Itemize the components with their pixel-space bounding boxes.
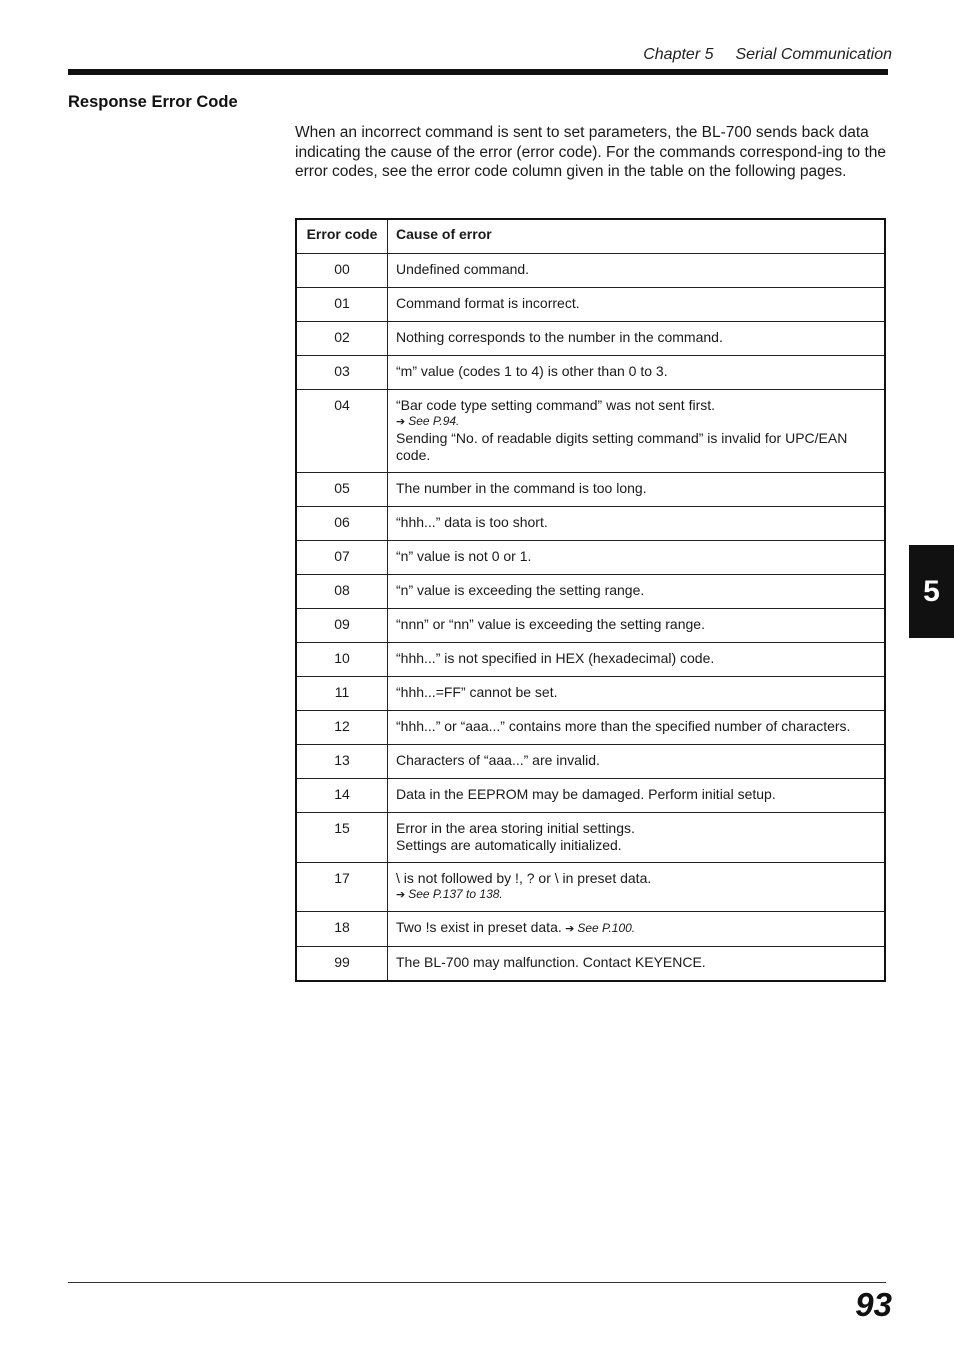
error-code-cell: 04 [296,390,388,473]
column-header-code: Error code [296,219,388,254]
cause-cell [388,779,886,813]
error-code-cell: 11 [296,677,388,711]
error-code-cell: 13 [296,745,388,779]
section-title: Response Error Code [68,93,238,111]
chapter-tab: 5 [909,545,954,638]
table-row [296,507,885,541]
cause-text-secondary: Sending “No. of readable digits setting command” is invalid for UPC/EAN code. [396,430,848,463]
table-row [296,677,885,711]
error-code-cell: 01 [296,288,388,322]
error-code-cell: 03 [296,356,388,390]
page-reference-text: See P.137 to 138. [408,887,503,901]
cause-text: Data in the EEPROM may be damaged. Perform initial setup. [396,786,776,802]
header-title: Serial Communication [735,46,892,63]
footer-rule [68,1282,886,1283]
table-row [296,863,885,912]
cause-cell [388,254,886,288]
page-reference [562,921,635,935]
error-code-cell: 15 [296,813,388,863]
cause-text: “hhh...” is not specified in HEX (hexadecimal) code. [396,650,715,666]
error-code-cell: 99 [296,947,388,981]
error-code-cell: 18 [296,912,388,947]
error-code-cell: 05 [296,473,388,507]
cause-cell [388,947,886,981]
cause-text: “hhh...” or “aaa...” contains more than the specified number of characters. [396,718,851,734]
table-row [296,322,885,356]
intro-paragraph: When an incorrect command is sent to set parameters, the BL-700 sends back data indicating the cause of the error (error code). For the commands correspond-ing to the error codes, see the error code column given in the table on the following pages. [295,124,887,180]
table-row [296,745,885,779]
error-code-cell: 12 [296,711,388,745]
cause-cell [388,711,886,745]
header-rule [68,69,888,75]
cause-text: The number in the command is too long. [396,480,647,496]
column-header-cause: Cause of error [388,219,886,254]
cause-text: Undefined command. [396,261,530,277]
error-code-cell: 06 [296,507,388,541]
cause-text: The BL-700 may malfunction. Contact KEYENCE. [396,954,706,970]
header-chapter: Chapter 5 [643,46,714,63]
table-row [296,813,885,863]
cause-text: “n” value is not 0 or 1. [396,548,532,564]
cause-cell [388,288,886,322]
cause-text: Error in the area storing initial settings. [396,820,635,836]
table-row [296,390,885,473]
cause-cell [388,575,886,609]
table-row [296,288,885,322]
table-row [296,254,885,288]
table-row [296,643,885,677]
cause-text: “m” value (codes 1 to 4) is other than 0 to 3. [396,363,668,379]
page-reference-text: See P.94. [408,414,460,428]
table-row [296,575,885,609]
table-header-row [296,219,885,254]
table-row [296,912,885,947]
error-code-cell: 17 [296,863,388,912]
error-code-table [295,218,886,982]
pointing-arrow-icon: ➔ [396,416,406,428]
cause-text: Nothing corresponds to the number in the command. [396,329,723,345]
cause-cell [388,813,886,863]
page-reference [396,414,876,430]
cause-cell [388,541,886,575]
cause-cell [388,390,886,473]
error-code-cell: 07 [296,541,388,575]
table-row [296,947,885,981]
table-row [296,779,885,813]
table-row [296,609,885,643]
page-number: 93 [855,1286,892,1323]
table-row [296,541,885,575]
cause-cell [388,863,886,912]
page-reference-text: See P.100. [577,921,636,935]
cause-text: “Bar code type setting command” was not sent first. [396,397,716,413]
cause-text-secondary: Settings are automatically initialized. [396,837,622,853]
cause-cell [388,643,886,677]
cause-cell [388,473,886,507]
pointing-arrow-icon: ➔ [565,923,575,935]
error-code-cell: 08 [296,575,388,609]
pointing-arrow-icon: ➔ [396,889,406,901]
table-body [296,254,885,981]
cause-text: \ is not followed by !, ? or \ in preset data. [396,870,652,886]
cause-cell [388,609,886,643]
error-code-cell: 09 [296,609,388,643]
cause-text: “nnn” or “nn” value is exceeding the setting range. [396,616,705,632]
running-header [643,46,892,64]
cause-cell [388,677,886,711]
page-reference [396,887,876,903]
error-code-cell: 00 [296,254,388,288]
cause-text: Characters of “aaa...” are invalid. [396,752,600,768]
cause-text: “n” value is exceeding the setting range. [396,582,645,598]
cause-text: “hhh...=FF” cannot be set. [396,684,558,700]
table-row [296,711,885,745]
cause-cell [388,322,886,356]
error-code-cell: 14 [296,779,388,813]
cause-text: Two !s exist in preset data. [396,919,562,935]
cause-cell [388,356,886,390]
cause-cell [388,745,886,779]
cause-cell [388,912,886,947]
cause-cell [388,507,886,541]
error-code-cell: 10 [296,643,388,677]
cause-text: “hhh...” data is too short. [396,514,548,530]
cause-text: Command format is incorrect. [396,295,580,311]
error-code-cell: 02 [296,322,388,356]
table-row [296,473,885,507]
table-row [296,356,885,390]
